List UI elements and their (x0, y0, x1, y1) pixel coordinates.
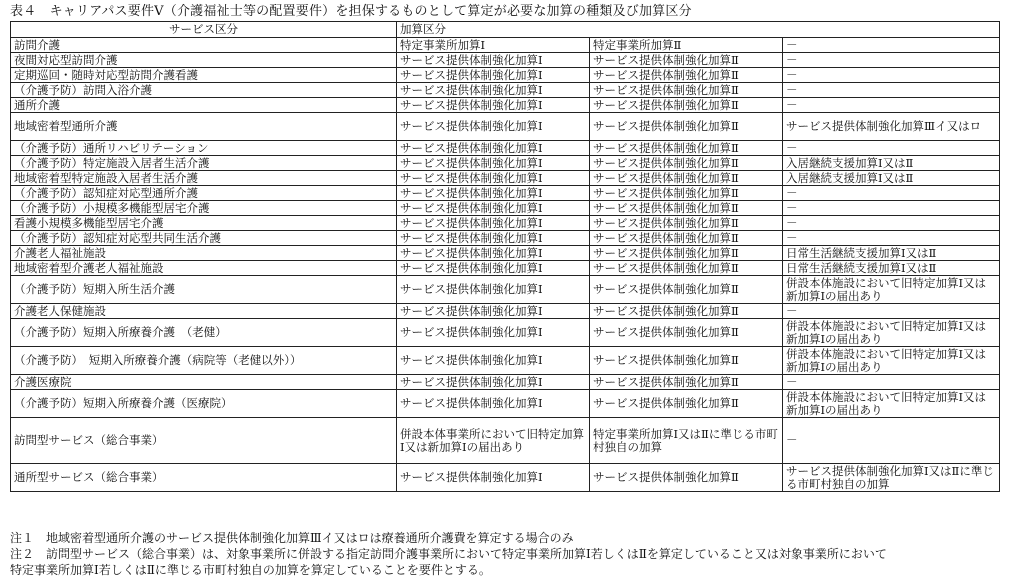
addition-cell-1: サービス提供体制強化加算Ⅰ (397, 390, 590, 418)
addition-cell-1: サービス提供体制強化加算Ⅰ (397, 464, 590, 492)
service-cell: （介護予防）訪問入浴介護 (11, 83, 397, 98)
service-cell: 地域密着型特定施設入居者生活介護 (11, 171, 397, 186)
addition-cell-3: － (783, 418, 1000, 464)
table-row (11, 38, 1000, 53)
addition-cell-3: － (783, 186, 1000, 201)
service-cell: （介護予防）小規模多機能型居宅介護 (11, 201, 397, 216)
addition-cell-2: サービス提供体制強化加算Ⅱ (590, 276, 783, 304)
service-cell: 看護小規模多機能型居宅介護 (11, 216, 397, 231)
addition-cell-3: － (783, 98, 1000, 113)
addition-cell-1: サービス提供体制強化加算Ⅰ (397, 347, 590, 375)
addition-cell-2: サービス提供体制強化加算Ⅱ (590, 304, 783, 319)
service-cell: 定期巡回・随時対応型訪問介護看護 (11, 68, 397, 83)
addition-cell-1: サービス提供体制強化加算Ⅰ (397, 98, 590, 113)
addition-cell-3: 入居継続支援加算Ⅰ又はⅡ (783, 156, 1000, 171)
service-cell: 介護医療院 (11, 375, 397, 390)
addition-cell-3: 併設本体施設において旧特定加算Ⅰ又は新加算Ⅰの届出あり (783, 347, 1000, 375)
addition-cell-1: サービス提供体制強化加算Ⅰ (397, 261, 590, 276)
addition-cell-1: サービス提供体制強化加算Ⅰ (397, 53, 590, 68)
addition-cell-1: サービス提供体制強化加算Ⅰ (397, 304, 590, 319)
table-row (11, 276, 1000, 304)
note-1: 注１ 地域密着型通所介護のサービス提供体制強化加算Ⅲイ又はロは療養通所介護費を算定する場合のみ (10, 531, 574, 545)
table-row (11, 231, 1000, 246)
table-row (11, 464, 1000, 492)
addition-cell-2: サービス提供体制強化加算Ⅱ (590, 171, 783, 186)
table-row (11, 246, 1000, 261)
service-cell: 地域密着型介護老人福祉施設 (11, 261, 397, 276)
addition-cell-1: 特定事業所加算Ⅰ (397, 38, 590, 53)
service-cell: （介護予防）認知症対応型共同生活介護 (11, 231, 397, 246)
service-cell: （介護予防）通所リハビリテーション (11, 141, 397, 156)
table-row (11, 304, 1000, 319)
table-row (11, 375, 1000, 390)
addition-cell-3: － (783, 375, 1000, 390)
addition-cell-2: サービス提供体制強化加算Ⅱ (590, 68, 783, 83)
addition-cell-3: － (783, 141, 1000, 156)
addition-cell-3: 併設本体施設において旧特定加算Ⅰ又は新加算Ⅰの届出あり (783, 390, 1000, 418)
service-column-header: サービス区分 (11, 22, 397, 38)
table-title: 表４ キャリアパス要件Ⅴ（介護福祉士等の配置要件）を担保するものとして算定が必要な加算の種類及び加算区分 (10, 4, 692, 19)
addition-cell-2: サービス提供体制強化加算Ⅱ (590, 83, 783, 98)
addition-cell-3: 入居継続支援加算Ⅰ又はⅡ (783, 171, 1000, 186)
table-row (11, 141, 1000, 156)
addition-cell-2: サービス提供体制強化加算Ⅱ (590, 141, 783, 156)
addition-cell-2: サービス提供体制強化加算Ⅱ (590, 390, 783, 418)
addition-requirements-table (10, 21, 1000, 492)
service-cell: 訪問型サービス（総合事業） (11, 418, 397, 464)
table-row (11, 186, 1000, 201)
addition-cell-3: 日常生活継続支援加算Ⅰ又はⅡ (783, 246, 1000, 261)
addition-cell-2: サービス提供体制強化加算Ⅱ (590, 464, 783, 492)
service-cell: （介護予防） 短期入所療養介護（病院等（老健以外）） (11, 347, 397, 375)
service-cell: 地域密着型通所介護 (11, 113, 397, 141)
addition-cell-2: 特定事業所加算Ⅰ又はⅡに準じる市町村独自の加算 (590, 418, 783, 464)
addition-cell-1: サービス提供体制強化加算Ⅰ (397, 319, 590, 347)
addition-cell-3: － (783, 231, 1000, 246)
addition-cell-2: サービス提供体制強化加算Ⅱ (590, 231, 783, 246)
addition-cell-1: サービス提供体制強化加算Ⅰ (397, 83, 590, 98)
service-cell: （介護予防）認知症対応型通所介護 (11, 186, 397, 201)
table-row (11, 68, 1000, 83)
note-2: 注２ 訪問型サービス（総合事業）は、対象事業所に併設する指定訪問介護事業所において特定事業所加算Ⅰ若しくはⅡを算定していること又は対象事業所において (10, 547, 887, 561)
addition-cell-3: － (783, 68, 1000, 83)
table-row (11, 53, 1000, 68)
addition-cell-2: サービス提供体制強化加算Ⅱ (590, 319, 783, 347)
service-cell: 通所介護 (11, 98, 397, 113)
addition-cell-1: サービス提供体制強化加算Ⅰ (397, 276, 590, 304)
addition-cell-1: サービス提供体制強化加算Ⅰ (397, 375, 590, 390)
table-row (11, 156, 1000, 171)
addition-cell-2: サービス提供体制強化加算Ⅱ (590, 201, 783, 216)
service-cell: 介護老人保健施設 (11, 304, 397, 319)
service-cell: （介護予防）短期入所療養介護 （老健） (11, 319, 397, 347)
addition-cell-3: － (783, 53, 1000, 68)
addition-cell-1: サービス提供体制強化加算Ⅰ (397, 246, 590, 261)
addition-cell-3: 併設本体施設において旧特定加算Ⅰ又は新加算Ⅰの届出あり (783, 319, 1000, 347)
addition-cell-2: 特定事業所加算Ⅱ (590, 38, 783, 53)
table-row (11, 390, 1000, 418)
addition-column-header: 加算区分 (397, 22, 1000, 38)
addition-cell-1: サービス提供体制強化加算Ⅰ (397, 186, 590, 201)
table-header-row (11, 22, 1000, 38)
addition-cell-2: サービス提供体制強化加算Ⅱ (590, 53, 783, 68)
addition-cell-3: 併設本体施設において旧特定加算Ⅰ又は新加算Ⅰの届出あり (783, 276, 1000, 304)
addition-cell-1: サービス提供体制強化加算Ⅰ (397, 201, 590, 216)
service-cell: 夜間対応型訪問介護 (11, 53, 397, 68)
table-row (11, 98, 1000, 113)
addition-cell-3: サービス提供体制強化加算Ⅰ又はⅡに準じる市町村独自の加算 (783, 464, 1000, 492)
addition-cell-2: サービス提供体制強化加算Ⅱ (590, 156, 783, 171)
addition-cell-2: サービス提供体制強化加算Ⅱ (590, 375, 783, 390)
addition-cell-1: サービス提供体制強化加算Ⅰ (397, 231, 590, 246)
service-cell: （介護予防）特定施設入居者生活介護 (11, 156, 397, 171)
addition-cell-2: サービス提供体制強化加算Ⅱ (590, 261, 783, 276)
addition-cell-1: サービス提供体制強化加算Ⅰ (397, 156, 590, 171)
table-row (11, 319, 1000, 347)
table-row (11, 113, 1000, 141)
addition-cell-3: － (783, 83, 1000, 98)
table-row (11, 216, 1000, 231)
addition-cell-1: サービス提供体制強化加算Ⅰ (397, 216, 590, 231)
addition-cell-1: サービス提供体制強化加算Ⅰ (397, 68, 590, 83)
addition-cell-1: サービス提供体制強化加算Ⅰ (397, 141, 590, 156)
addition-cell-3: － (783, 38, 1000, 53)
table-row (11, 83, 1000, 98)
addition-cell-2: サービス提供体制強化加算Ⅱ (590, 347, 783, 375)
service-cell: （介護予防）短期入所生活介護 (11, 276, 397, 304)
table-row (11, 418, 1000, 464)
addition-cell-2: サービス提供体制強化加算Ⅱ (590, 98, 783, 113)
addition-cell-1: サービス提供体制強化加算Ⅰ (397, 171, 590, 186)
addition-cell-3: 日常生活継続支援加算Ⅰ又はⅡ (783, 261, 1000, 276)
table-row (11, 201, 1000, 216)
table-row (11, 171, 1000, 186)
service-cell: （介護予防）短期入所療養介護（医療院） (11, 390, 397, 418)
addition-cell-2: サービス提供体制強化加算Ⅱ (590, 113, 783, 141)
addition-cell-2: サービス提供体制強化加算Ⅱ (590, 246, 783, 261)
service-cell: 通所型サービス（総合事業） (11, 464, 397, 492)
addition-cell-3: － (783, 216, 1000, 231)
addition-cell-3: サービス提供体制強化加算Ⅲイ又はロ (783, 113, 1000, 141)
service-cell: 介護老人福祉施設 (11, 246, 397, 261)
note-2-continued: 特定事業所加算Ⅰ若しくはⅡに準じる市町村独自の加算を算定していることを要件とする。 (10, 563, 491, 577)
table-row (11, 261, 1000, 276)
notes (10, 530, 1005, 578)
addition-cell-3: － (783, 201, 1000, 216)
addition-cell-1: 併設本体事業所において旧特定加算Ⅰ又は新加算Ⅰの届出あり (397, 418, 590, 464)
addition-cell-2: サービス提供体制強化加算Ⅱ (590, 216, 783, 231)
service-cell: 訪問介護 (11, 38, 397, 53)
addition-cell-3: － (783, 304, 1000, 319)
addition-cell-2: サービス提供体制強化加算Ⅱ (590, 186, 783, 201)
table-row (11, 347, 1000, 375)
addition-cell-1: サービス提供体制強化加算Ⅰ (397, 113, 590, 141)
